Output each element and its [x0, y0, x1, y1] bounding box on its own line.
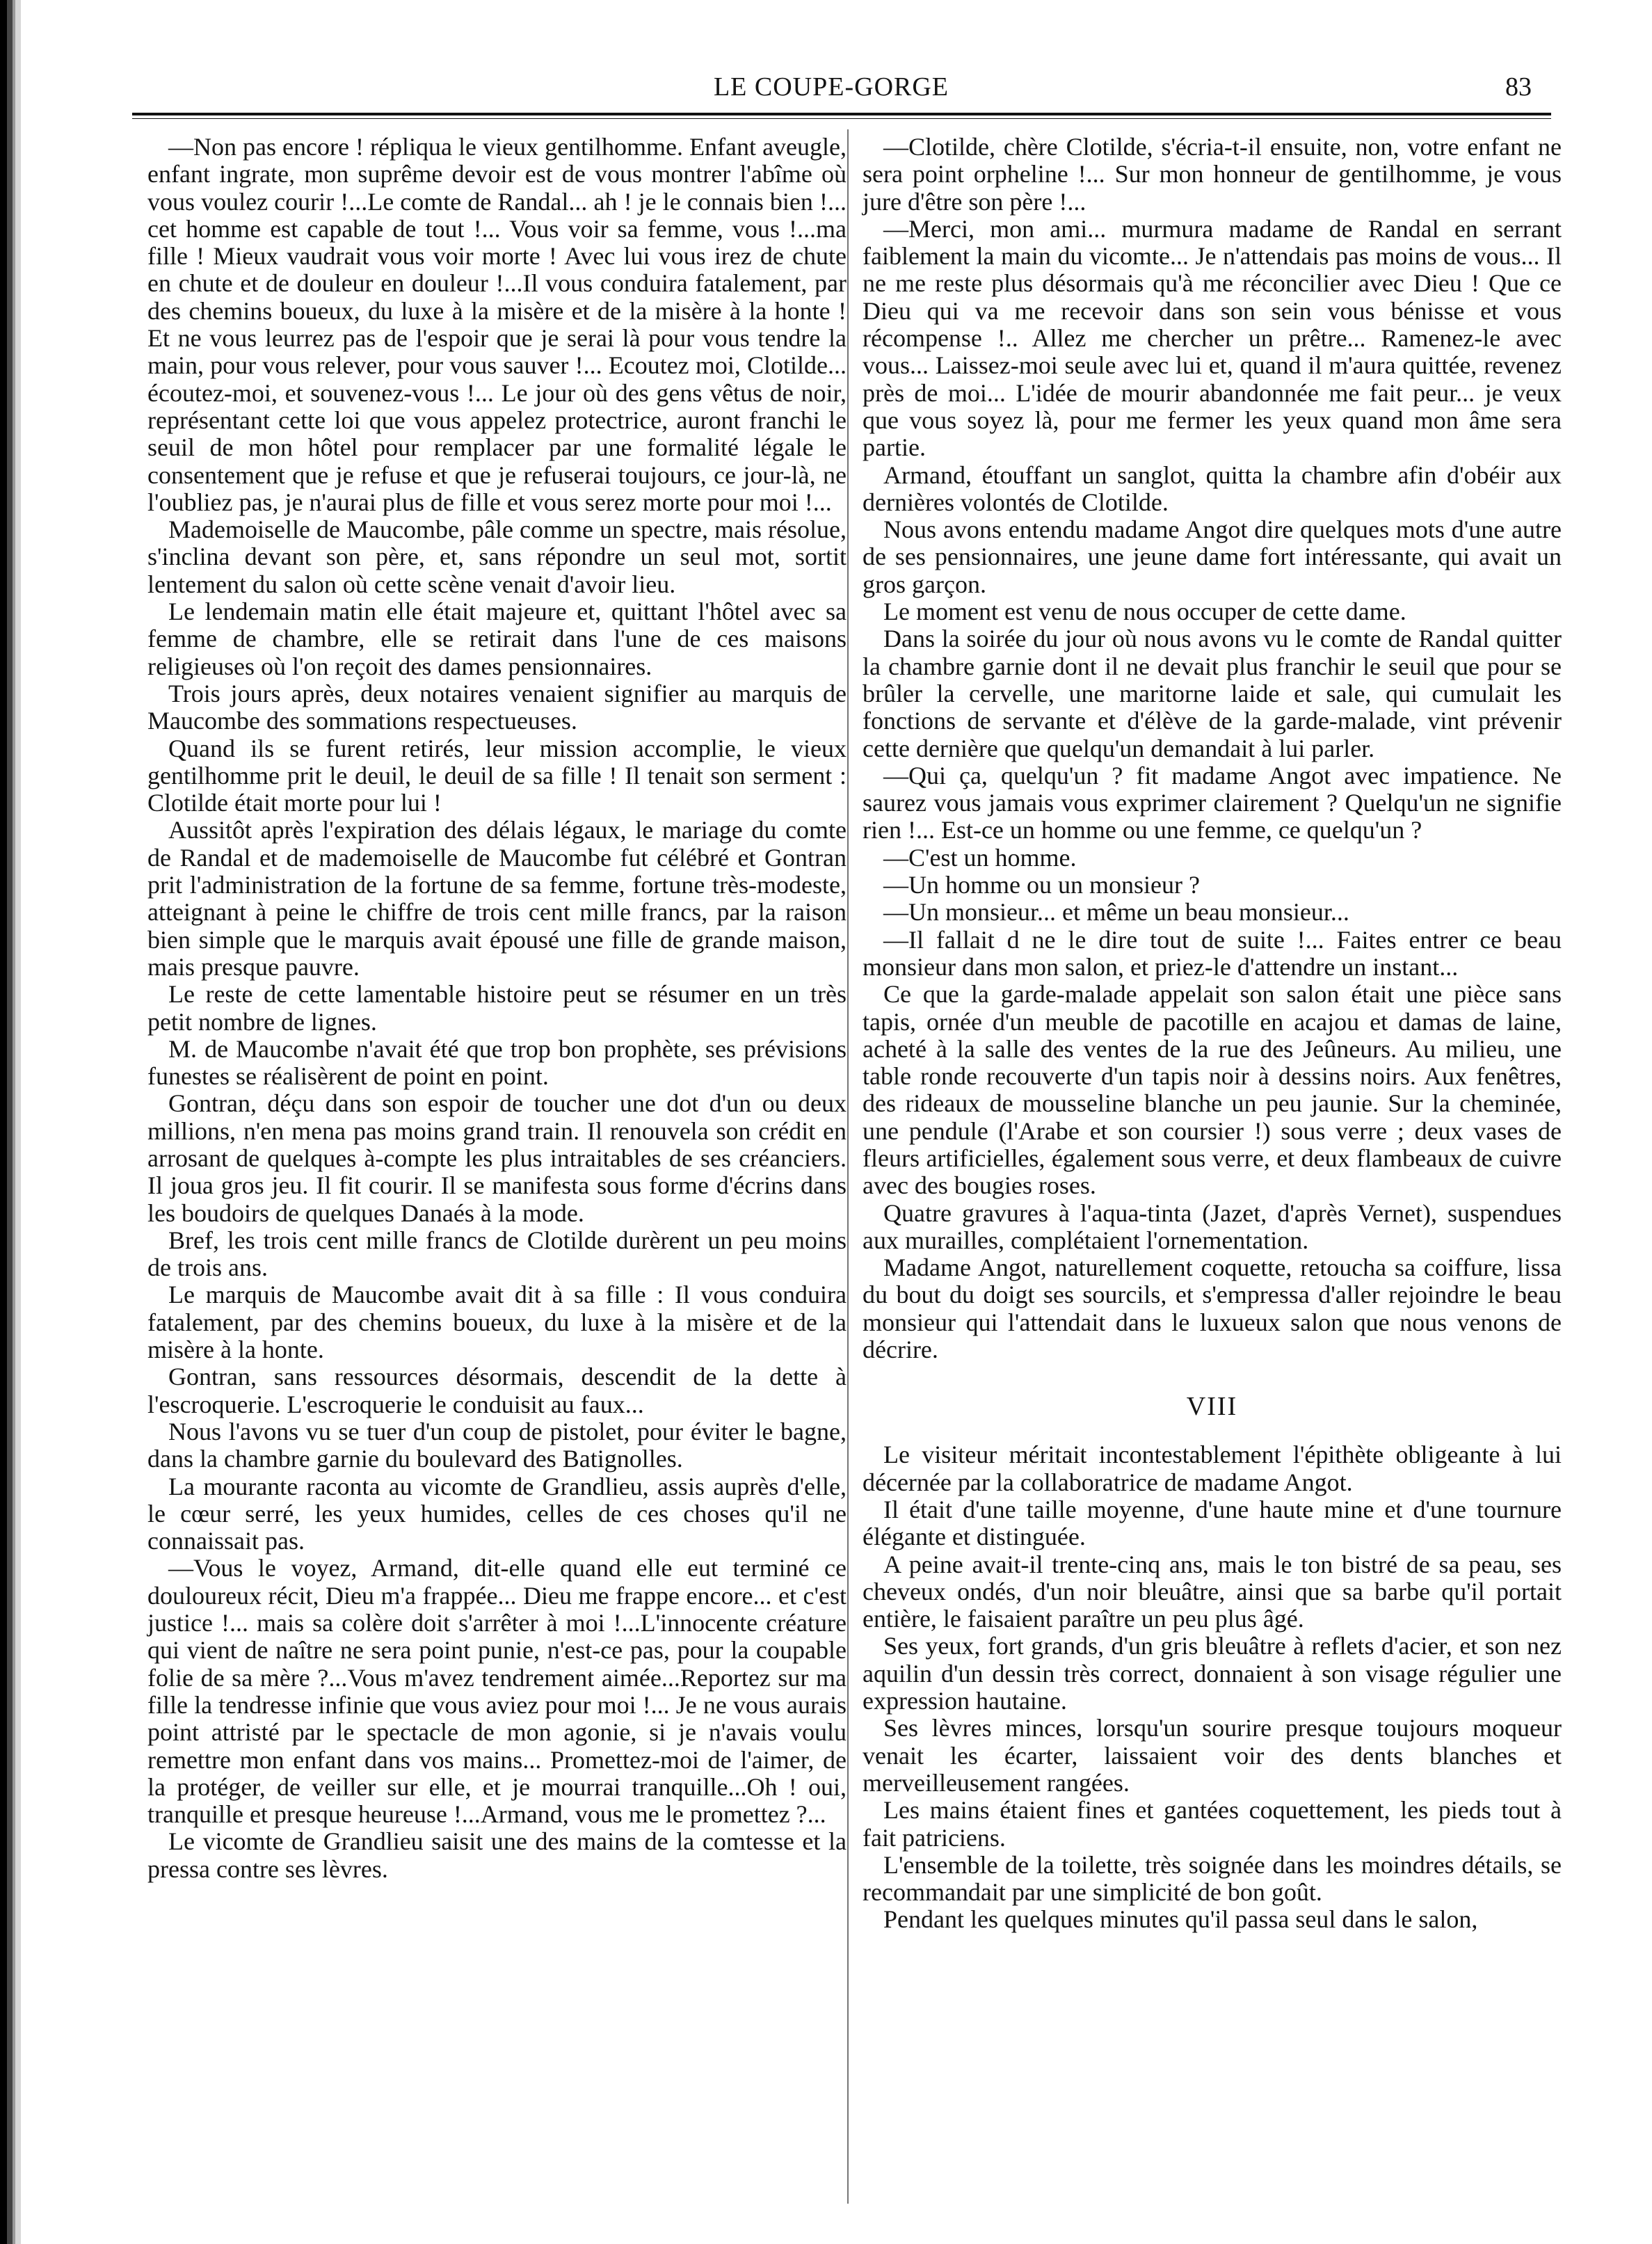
paragraph: Dans la soirée du jour où nous avons vu le comte de Randal quitter la chambre garnie dont il ne devait plus franchir le seuil que pour se brûler la cervelle, une maritorne laide et sale, qui cumulait les fonctions de servante et d'élève de la garde-malade, vint prévenir cette dernière que quelqu'un demandait à lui parler. — [863, 625, 1562, 762]
paragraph: Gontran, déçu dans son espoir de toucher une dot d'un ou deux millions, n'en mena pas moins grand train. Il renouvela son crédit en arrosant de quelques à-compte les plus intraitables de ses créanciers. Il joua gros jeu. Il fit courir. Il se manifesta sous forme d'écrins dans les boudoirs de quelques Danaés à la mode. — [147, 1089, 847, 1227]
paragraph: —Non pas encore ! répliqua le vieux gentilhomme. Enfant aveugle, enfant ingrate, mon suprême devoir est de vous montrer l'abîme où vous voulez courir !...Le comte de Randal... ah ! je le connais bien !... cet homme est capable de tout !... Vous voir sa femme, vous !...ma fille ! Mieux vaudrait vous voir morte ! Avec lui vous irez de chute en chute et de douleur en douleur !...Il vous conduira fatalement, par des chemins boueux, du luxe à la misère et de la misère à la honte ! Et ne vous leurrez pas de l'espoir que je serai là pour vous tendre la main, pour vous relever, pour vous sauver !... Ecoutez moi, Clotilde... écoutez-moi, et souvenez-vous !... Le jour où des gens vêtus de noir, représentant cette loi que vous appelez protectrice, auront franchi le seuil de mon hôtel pour remplacer par une formalité légale le consentement que je refuse et que je refuserai toujours, ce jour-là, ne l'oubliez pas, je n'aurai plus de fille et vous serez morte pour moi !... — [147, 133, 847, 516]
right-column — [863, 134, 1562, 1934]
paragraph: —Un homme ou un monsieur ? — [883, 871, 1200, 899]
paragraph: Nous avons entendu madame Angot dire quelques mots d'une autre de ses pensionnaires, une jeune dame fort intéressante, qui avait un gros garçon. — [863, 515, 1562, 598]
page-header — [104, 70, 1558, 113]
paragraph: —Qui ça, quelqu'un ? fit madame Angot avec impatience. Ne saurez vous jamais vous exprimer clairement ? Quelqu'un ne signifie rien !... Est-ce un homme ou une femme, ce quelqu'un ? — [863, 761, 1562, 844]
column-divider — [847, 129, 849, 2204]
right-column-after-heading — [863, 1441, 1562, 1933]
paragraph: Ses yeux, fort grands, d'un gris bleuâtre à reflets d'acier, et son nez aquilin d'un dessin très correct, donnaient à son visage régulier une expression hautaine. — [863, 1632, 1562, 1715]
paragraph: Aussitôt après l'expiration des délais légaux, le mariage du comte de Randal et de mademoiselle de Maucombe fut célébré et Gontran prit l'administration de la fortune de sa femme, fortune très-modeste, atteignant à peine le chiffre de trois cent mille francs, par la raison bien simple que le marquis avait épousé une fille de grande maison, mais presque pauvre. — [147, 816, 847, 981]
paragraph: Quatre gravures à l'aqua-tinta (Jazet, d'après Vernet), suspendues aux murailles, complétaient l'ornementation. — [863, 1199, 1562, 1254]
paragraph: —Un monsieur... et même un beau monsieur... — [883, 898, 1349, 927]
paragraph: Ses lèvres minces, lorsqu'un sourire presque toujours moqueur venait les écarter, laissaient voir des dents blanches et merveilleusement rangées. — [863, 1714, 1562, 1797]
paragraph: Les mains étaient fines et gantées coquettement, les pieds tout à fait patriciens. — [863, 1796, 1562, 1852]
paragraph: Il était d'une taille moyenne, d'une haute mine et d'une tournure élégante et distinguée. — [863, 1495, 1562, 1551]
paragraph: Le reste de cette lamentable histoire peut se résumer en un très petit nombre de lignes. — [147, 980, 847, 1036]
paragraph: Le vicomte de Grandlieu saisit une des mains de la comtesse et la pressa contre ses lèvres. — [147, 1827, 847, 1883]
running-title: LE COUPE-GORGE — [713, 72, 949, 102]
paragraph: —Vous le voyez, Armand, dit-elle quand elle eut terminé ce douloureux récit, Dieu m'a frappée... Dieu me frappe encore... et c'est justice !... mais sa colère doit s'arrêter à moi !...L'innocente créature qui vient de naître ne sera point punie, n'est-ce pas, pour la coupable folie de sa mère ?...Vous m'avez tendrement aimée...Reportez sur ma fille la tendresse infinie que vous aviez pour moi !... Je ne vous aurais point attristé par le spectacle de mon agonie, si je n'avais voulu remettre mon enfant dans vos mains... Promettez-moi de l'aimer, de la protéger, de veiller sur elle, et je mourrai tranquille...Oh ! oui, tranquille et presque heureuse !...Armand, vous me le promettez ?... — [147, 1554, 847, 1829]
paragraph: —Merci, mon ami... murmura madame de Randal en serrant faiblement la main du vicomte... Je n'attendais pas moins de vous... Il ne me reste plus désormais qu'à me réconcilier avec Dieu ! Que ce Dieu qui va me recevoir dans son sein vous bénisse et vous récompense !.. Allez me chercher un prêtre... Ramenez-le avec vous... Laissez-moi seule avec lui et, quand il m'aura quittée, revenez près de moi... L'idée de mourir abandonnée me fait peur... je veux que vous soyez là, pour me fermer les yeux quand mon âme sera partie. — [863, 214, 1562, 462]
chapter-heading: VIII — [1186, 1392, 1238, 1422]
paragraph: Bref, les trois cent mille francs de Clotilde durèrent un peu moins de trois ans. — [147, 1226, 847, 1282]
paragraph: Gontran, sans ressources désormais, descendit de la dette à l'escroquerie. L'escroquerie le conduisit au faux... — [147, 1363, 847, 1418]
paragraph: A peine avait-il trente-cinq ans, mais le ton bistré de sa peau, ses cheveux ondés, d'un noir bleuâtre, ainsi que sa barbe qu'il portait entière, le faisaient paraître un peu plus âgé. — [863, 1550, 1562, 1633]
paragraph: Nous l'avons vu se tuer d'un coup de pistolet, pour éviter le bagne, dans la chambre garnie du boulevard des Batignolles. — [147, 1417, 847, 1473]
paragraph: Le moment est venu de nous occuper de cette dame. — [883, 598, 1406, 626]
right-column-before-heading — [863, 134, 1562, 1363]
page-number: 83 — [1505, 72, 1532, 102]
paragraph: Mademoiselle de Maucombe, pâle comme un spectre, mais résolue, s'inclina devant son père, et, sans répondre un seul mot, sortit lentement du salon où cette scène venait d'avoir lieu. — [147, 515, 847, 598]
paragraph: M. de Maucombe n'avait été que trop bon prophète, ses prévisions funestes se réalisèrent de point en point. — [147, 1034, 847, 1091]
paragraph: Le lendemain matin elle était majeure et, quittant l'hôtel avec sa femme de chambre, elle se retirait dans l'une de ces maisons religieuses où l'on reçoit des dames pensionnaires. — [147, 598, 847, 680]
paragraph: —Clotilde, chère Clotilde, s'écria-t-il ensuite, non, votre enfant ne sera point orpheline !... Sur mon honneur de gentilhomme, je vous jure d'être son père !... — [863, 133, 1562, 216]
paragraph: Le marquis de Maucombe avait dit à sa fille : Il vous conduira fatalement, par des chemins boueux, du luxe à la misère et de la misère à la honte. — [147, 1281, 847, 1364]
paragraph: Ce que la garde-malade appelait son salon était une pièce sans tapis, ornée d'un meuble de pacotille en acajou et damas de laine, acheté à la salle des ventes de la rue des Jeûneurs. Au milieu, une table ronde recouverte d'un tapis noir à dessins noirs. Aux fenêtres, des rideaux de mousseline blanche un peu jaunie. Sur la cheminée, une pendule (l'Arabe et son coursier !) sous verre ; deux vases de fleurs artificielles, également sous verre, et deux flambeaux de cuivre avec des bougies roses. — [863, 980, 1562, 1200]
paragraph: Quand ils se furent retirés, leur mission accomplie, le vieux gentilhomme prit le deuil, le deuil de sa fille ! Il tenait son serment : Clotilde était morte pour lui ! — [147, 734, 847, 817]
left-column — [147, 134, 847, 1883]
paragraph: Pendant les quelques minutes qu'il passa seul dans le salon, — [883, 1905, 1478, 1934]
paragraph: Le visiteur méritait incontestablement l'épithète obligeante à lui décernée par la collaboratrice de madame Angot. — [863, 1441, 1562, 1496]
paragraph: Armand, étouffant un sanglot, quitta la chambre afin d'obéir aux dernières volontés de Clotilde. — [863, 460, 1562, 516]
paragraph: Trois jours après, deux notaires venaient signifier au marquis de Maucombe des sommations respectueuses. — [147, 679, 847, 735]
paragraph: La mourante raconta au vicomte de Grandlieu, assis auprès d'elle, le cœur serré, les yeux humides, celles de ces choses qu'il ne connaissait pas. — [147, 1472, 847, 1555]
header-double-rule — [132, 113, 1551, 119]
paragraph: Madame Angot, naturellement coquette, retoucha sa coiffure, lissa du bout du doigt ses sourcils, et s'empressa d'aller rejoindre le beau monsieur qui l'attendait dans le luxueux salon que nous venons de décrire. — [863, 1253, 1562, 1364]
paragraph: —C'est un homme. — [883, 843, 1077, 872]
paragraph: —Il fallait d ne le dire tout de suite !... Faites entrer ce beau monsieur dans mon salon, et priez-le d'attendre un instant... — [863, 925, 1562, 981]
binding-edge — [0, 0, 35, 2244]
paragraph: L'ensemble de la toilette, très soignée dans les moindres détails, se recommandait par une simplicité de bon goût. — [863, 1850, 1562, 1907]
